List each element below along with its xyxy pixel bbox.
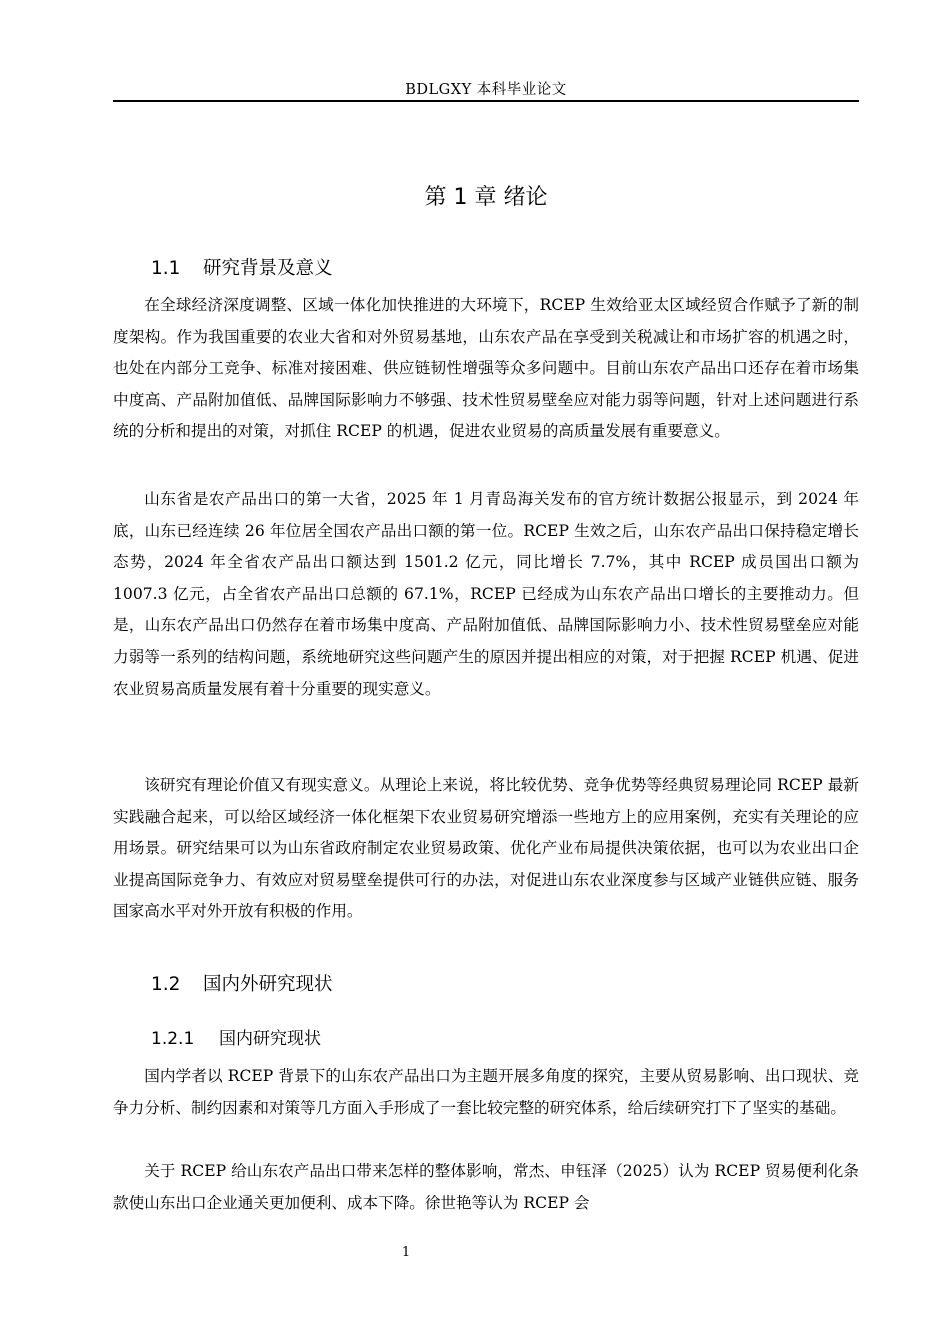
paragraph: 该研究有理论价值又有现实意义。从理论上来说，将比较优势、竞争优势等经典贸易理论同 RCEP 最新实践融合起来，可以给区域经济一体化框架下农业贸易研究增添一些地方上的应用案例，充实有关理论的应用场景。研究结果可以为山东省政府制定农业贸易政策、优化产业布局提供决策依据，也可以为农业出口企业提高国际竞争力、有效应对贸易壁垒提供可行的办法，对促进山东农业深度参与区域产业链供应链、服务国家高水平对外开放有积极的作用。 (113, 776, 859, 921)
header-rule (113, 100, 859, 102)
section-number: 1.2 (151, 974, 181, 995)
subsection-title: 国内研究现状 (219, 1029, 321, 1049)
section-heading-1-1 (151, 254, 333, 280)
subsection-number: 1.2.1 (151, 1029, 195, 1049)
section-title: 国内外研究现状 (203, 974, 333, 995)
paragraph: 关于 RCEP 给山东农产品出口带来怎样的整体影响，常杰、申钰泽（2025）认为 RCEP 贸易便利化条款使山东出口企业通关更加便利、成本下降。徐世艳等认为 RCEP 会 (113, 1162, 859, 1212)
paragraph: 国内学者以 RCEP 背景下的山东农产品出口为主题开展多角度的探究，主要从贸易影响、出口现状、竞争力分析、制约因素和对策等几方面入手形成了一套比较完整的研究体系，给后续研究打下了坚实的基础。 (113, 1067, 859, 1117)
paragraph: 山东省是农产品出口的第一大省，2025 年 1 月青岛海关发布的官方统计数据公报显示，到 2024 年底，山东已经连续 26 年位居全国农产品出口额的第一位。RCEP 生效之后，山东农产品出口保持稳定增长态势，2024 年全省农产品出口额达到 1501.2 亿元，同比增长 7.7%，其中 RCEP 成员国出口额为 1007.3 亿元，占全省农产品出口总额的 67.1%，RCEP 已经成为山东农产品出口增长的主要推动力。但是，山东农产品出口仍然存在着市场集中度高、产品附加值低、品牌国际影响力小、技术性贸易壁垒应对能力弱等一系列的结构问题，系统地研究这些问题产生的原因并提出相应的对策，对于把握 RCEP 机遇、促进农业贸易高质量发展有着十分重要的现实意义。 (113, 490, 859, 698)
paragraph: 在全球经济深度调整、区域一体化加快推进的大环境下，RCEP 生效给亚太区域经贸合作赋予了新的制度架构。作为我国重要的农业大省和对外贸易基地，山东农产品在享受到关税减让和市场扩容的机遇之时，也处在内部分工竞争、标准对接困难、供应链韧性增强等众多问题中。目前山东农产品出口还存在着市场集中度高、产品附加值低、品牌国际影响力不够强、技术性贸易壁垒应对能力弱等问题，针对上述问题进行系统的分析和提出的对策，对抓住 RCEP 的机遇，促进农业贸易的高质量发展有重要意义。 (113, 296, 859, 441)
chapter-title: 第 1 章 绪论 (424, 185, 548, 210)
running-header: BDLGXY 本科毕业论文 (405, 82, 567, 98)
section-title: 研究背景及意义 (203, 258, 333, 279)
section-number: 1.1 (151, 258, 181, 279)
section-heading-1-2 (151, 970, 333, 996)
subsection-heading-1-2-1 (151, 1024, 321, 1049)
page-number: 1 (401, 1245, 411, 1260)
